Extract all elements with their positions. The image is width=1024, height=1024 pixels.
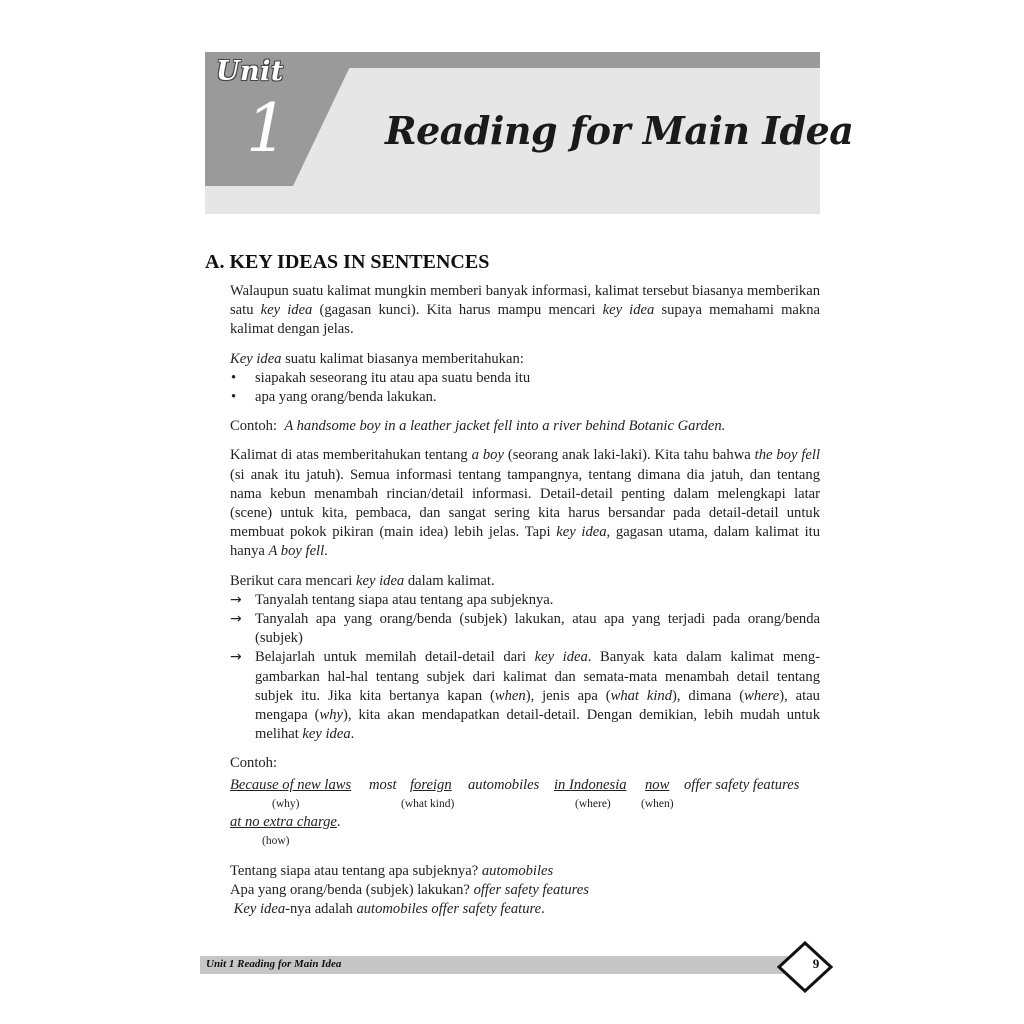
text: when: [494, 687, 526, 704]
arrow-list: [230, 591, 820, 745]
arrow-right-icon: →: [230, 649, 242, 666]
paragraph-intro: [230, 282, 820, 340]
text: Berikut cara mencari: [230, 572, 357, 589]
annotated-phrase: offer safety features: [684, 776, 800, 793]
annotation-labels: [230, 795, 820, 811]
key-idea-term: key idea: [260, 302, 313, 319]
key-idea-term: key idea: [356, 572, 405, 589]
key-idea-term: key idea: [602, 302, 655, 319]
annotation-label: (how): [262, 834, 290, 847]
list-item: [230, 610, 820, 648]
annotation-labels: [230, 832, 820, 848]
annotated-phrase: now: [645, 776, 670, 793]
question-text: Tentang siapa atau tentang apa subjeknya?: [230, 862, 482, 879]
list-item-text: apa yang orang/benda lakukan.: [255, 389, 437, 406]
text: ), atau mengapa (: [255, 687, 820, 724]
unit-number: 1: [246, 90, 288, 167]
annotation-label: (why): [272, 797, 300, 810]
annotated-phrase: in Indonesia: [554, 776, 627, 793]
text: Belajarlah untuk memilah detail-detail dari: [255, 649, 535, 666]
list-item: [230, 591, 820, 610]
annotated-phrase-text: at no extra charge: [230, 813, 337, 830]
annotated-example-line: [230, 776, 820, 795]
annotated-example-line: [230, 813, 820, 832]
paragraph-explanation: [230, 446, 820, 561]
text: ), jenis apa (: [525, 687, 611, 704]
list-item: [230, 369, 820, 388]
text: where: [744, 687, 780, 704]
example-label-2: Contoh:: [230, 755, 278, 772]
qa-line: [230, 862, 820, 881]
text: supaya memahami makna kalimat dengan jelas.: [230, 302, 820, 338]
arrow-right-icon: →: [230, 611, 242, 628]
list-item-text: Tanyalah apa yang orang/benda (subjek) lakukan, atau apa yang terjadi pada orang/benda (subjek): [255, 611, 820, 647]
answer-text: automobiles: [481, 862, 554, 879]
annotated-phrase: foreign: [410, 776, 452, 793]
text: ), kita akan mendapatkan detail-detail. Dengan demikian, lebih mudah untuk melihat: [255, 707, 820, 743]
annotation-label: (where): [575, 797, 611, 810]
list-item: [230, 388, 820, 407]
text: Walaupun suatu kalimat mungkin memberi banyak informasi, kalimat tersebut biasanya memberikan satu: [230, 283, 820, 319]
text: . Banyak kata dalam kalimat meng-gambarkan hal-hal tentang subjek dari kalimat dan semata-mata menambah detail tentang subjek itu. Jika kita bertanya kapan (: [255, 649, 820, 704]
annotated-phrase: most: [369, 776, 397, 793]
punctuation: .: [541, 901, 545, 918]
annotated-phrase: [230, 813, 341, 832]
text: Kalimat di atas memberitahukan tentang: [230, 447, 472, 464]
bullet-list: [230, 369, 820, 407]
text: A boy fell: [268, 543, 325, 560]
answer-text: offer safety features: [473, 881, 589, 898]
bullet-icon: •: [231, 369, 237, 386]
example-text: A handsome boy in a leather jacket fell into a river behind Botanic Garden.: [284, 418, 726, 435]
text: , gagasan utama, dalam kalimat itu hanya: [230, 524, 820, 560]
list-item-text: Tanyalah tentang siapa atau tentang apa subjeknya.: [255, 591, 554, 608]
unit-label: Unit: [216, 56, 284, 87]
text: a boy: [471, 447, 504, 464]
key-idea-term: Key idea: [233, 901, 286, 918]
text: .: [324, 543, 328, 560]
body-content: [230, 282, 820, 919]
arrow-right-icon: →: [230, 591, 242, 608]
text: why: [319, 707, 343, 724]
chapter-title: Reading for Main Idea: [385, 108, 854, 153]
text: what kind: [610, 687, 673, 704]
bullet-icon: •: [231, 389, 237, 406]
annotation-label: (what kind): [401, 797, 455, 810]
annotation-label: (when): [641, 797, 674, 810]
text: dalam kalimat.: [404, 572, 495, 589]
list-item: [230, 648, 820, 744]
annotated-phrase: automobiles: [468, 776, 540, 793]
key-idea-term: key idea: [534, 649, 588, 666]
key-idea-term: Key idea: [230, 350, 282, 367]
qa-line: [230, 881, 820, 900]
text: -nya adalah: [285, 901, 357, 918]
text: suatu kalimat biasanya memberitahukan:: [281, 350, 524, 367]
qa-line: [230, 900, 820, 919]
text: (seorang anak laki-laki). Kita tahu bahwa: [503, 447, 755, 464]
text: (gagasan kunci). Kita harus mampu mencari: [312, 302, 603, 319]
list-item-text: siapakah seseorang itu atau apa suatu benda itu: [255, 369, 531, 386]
running-footer: Unit 1 Reading for Main Idea: [206, 958, 342, 970]
answer-text: automobiles offer safety feature: [356, 901, 542, 918]
text: (si anak itu jatuh). Semua informasi tentang tampangnya, tentang dimana dia jatuh, dan tentang nama kebun menambah rincian/detail informasi. Detail-detail penting dalam melengkapi latar (scene) untuk kita, pembaca, dan sangat sering kita harus bersandar pada detail-detail untuk membuat pokok pikiran (main idea) lebih jelas. Tapi: [230, 466, 820, 541]
paragraph-how-to: [230, 572, 820, 591]
text: ), dimana (: [672, 687, 745, 704]
text: .: [350, 726, 355, 743]
paragraph-key-idea-tells: [230, 350, 820, 369]
punctuation: .: [336, 813, 341, 830]
section-heading: A. KEY IDEAS IN SENTENCES: [205, 251, 490, 273]
annotated-phrase: Because of new laws: [230, 776, 352, 793]
key-idea-term: key idea: [302, 726, 351, 743]
question-text: Apa yang orang/benda (subjek) lakukan?: [230, 881, 474, 898]
text: the boy fell: [754, 447, 821, 464]
example-label: Contoh:: [230, 418, 278, 435]
example-sentence-1: [230, 417, 820, 436]
key-idea-term: key idea: [556, 524, 607, 541]
page-number: 9: [812, 956, 820, 971]
